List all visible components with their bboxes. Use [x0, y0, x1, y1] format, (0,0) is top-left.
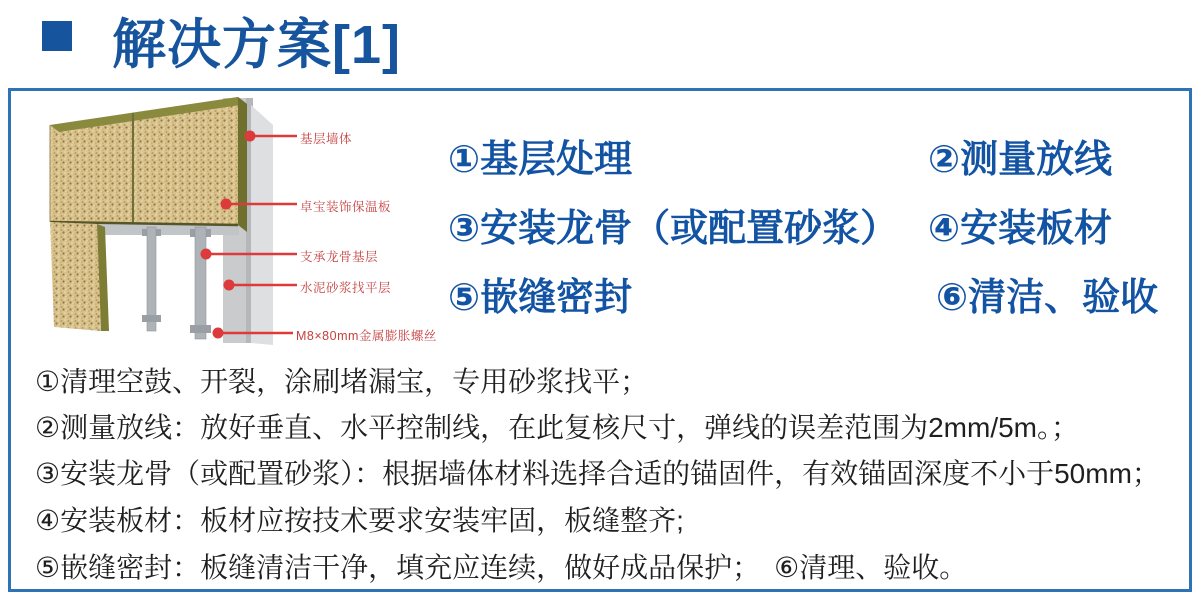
support-keels [142, 227, 211, 339]
diagram-label: M8×80mm金属膨胀螺丝 [296, 329, 437, 343]
detail-line: ⑤嵌缝密封：板缝清洁干净，填充应连续，做好成品保护； ⑥清理、验收。 [35, 552, 968, 583]
title-bullet-icon [42, 21, 72, 51]
lower-left-insulation-panel [50, 222, 109, 331]
detail-line: ①清理空鼓、开裂，涂刷堵漏宝，专用砂浆找平； [35, 366, 649, 397]
diagram-label: 卓宝装饰保温板 [300, 200, 392, 214]
detail-line: ③安装龙骨（或配置砂浆）：根据墙体材料选择合适的锚固件，有效锚固深度不小于50mm； [35, 458, 1160, 489]
step-item: ⑥清洁、验收 [936, 277, 1159, 319]
step-item: ⑤嵌缝密封 [448, 277, 633, 319]
wall-assembly-diagram [25, 95, 455, 355]
detail-line: ②测量放线：放好垂直、水平控制线，在此复核尺寸，弹线的误差范围为2mm/5m。； [35, 412, 1080, 443]
step-item: ③安装龙骨（或配置砂浆） [448, 208, 899, 250]
page-title: 解决方案[1] [112, 15, 401, 75]
step-item: ②测量放线 [928, 139, 1113, 181]
upper-insulation-panels [50, 97, 247, 232]
detail-line: ④安装板材：板材应按技术要求安装牢固，板缝整齐; [35, 505, 684, 536]
step-item: ①基层处理 [448, 139, 633, 181]
step-item: ④安装板材 [928, 208, 1113, 250]
diagram-label: 支承龙骨基层 [300, 250, 379, 264]
diagram-label: 水泥砂浆找平层 [300, 281, 392, 295]
diagram-label: 基层墙体 [300, 132, 353, 146]
